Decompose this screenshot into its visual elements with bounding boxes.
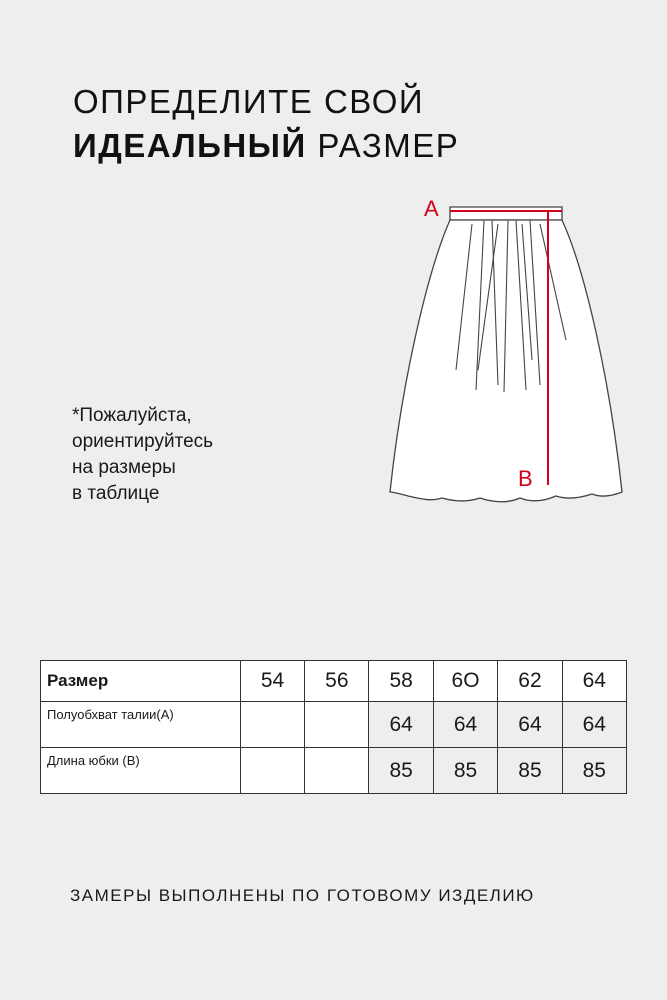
size-cell: 54: [240, 661, 304, 702]
skirt-diagram: [380, 180, 650, 540]
value-cell: [305, 748, 369, 794]
value-cell: 85: [369, 748, 433, 794]
title-bold-word: ИДЕАЛЬНЫЙ: [73, 127, 307, 164]
title-line-2: [73, 124, 459, 168]
size-cell: 62: [498, 661, 562, 702]
table-row: [41, 702, 627, 748]
note-line: *Пожалуйста,: [72, 405, 192, 426]
size-cell: 64: [562, 661, 626, 702]
size-table-header-row: [41, 661, 627, 702]
table-row: [41, 748, 627, 794]
value-cell: 64: [498, 702, 562, 748]
size-note: [72, 403, 213, 507]
size-header-label: Размер: [41, 661, 241, 702]
note-line: в таблице: [72, 483, 160, 504]
label-a: A: [424, 196, 439, 221]
skirt-body: [390, 220, 622, 502]
title-line-1: ОПРЕДЕЛИТЕ СВОЙ: [73, 83, 425, 120]
size-cell: 56: [305, 661, 369, 702]
note-line: на размеры: [72, 457, 176, 478]
value-cell: [240, 748, 304, 794]
note-line: ориентируйтесь: [72, 431, 214, 452]
row-label: Полуобхват талии(А): [41, 702, 241, 748]
size-cell: 6О: [433, 661, 498, 702]
skirt-waistband: [450, 207, 562, 220]
page-title: [73, 80, 459, 168]
row-label: Длина юбки (В): [41, 748, 241, 794]
title-rest-word: РАЗМЕР: [317, 127, 460, 164]
value-cell: [240, 702, 304, 748]
size-table: [40, 660, 627, 794]
value-cell: 85: [562, 748, 626, 794]
value-cell: [305, 702, 369, 748]
value-cell: 64: [369, 702, 433, 748]
value-cell: 64: [433, 702, 498, 748]
size-cell: 58: [369, 661, 433, 702]
value-cell: 64: [562, 702, 626, 748]
footer-note: ЗАМЕРЫ ВЫПОЛНЕНЫ ПО ГОТОВОМУ ИЗДЕЛИЮ: [70, 886, 535, 905]
value-cell: 85: [498, 748, 562, 794]
value-cell: 85: [433, 748, 498, 794]
label-b: B: [518, 466, 533, 491]
